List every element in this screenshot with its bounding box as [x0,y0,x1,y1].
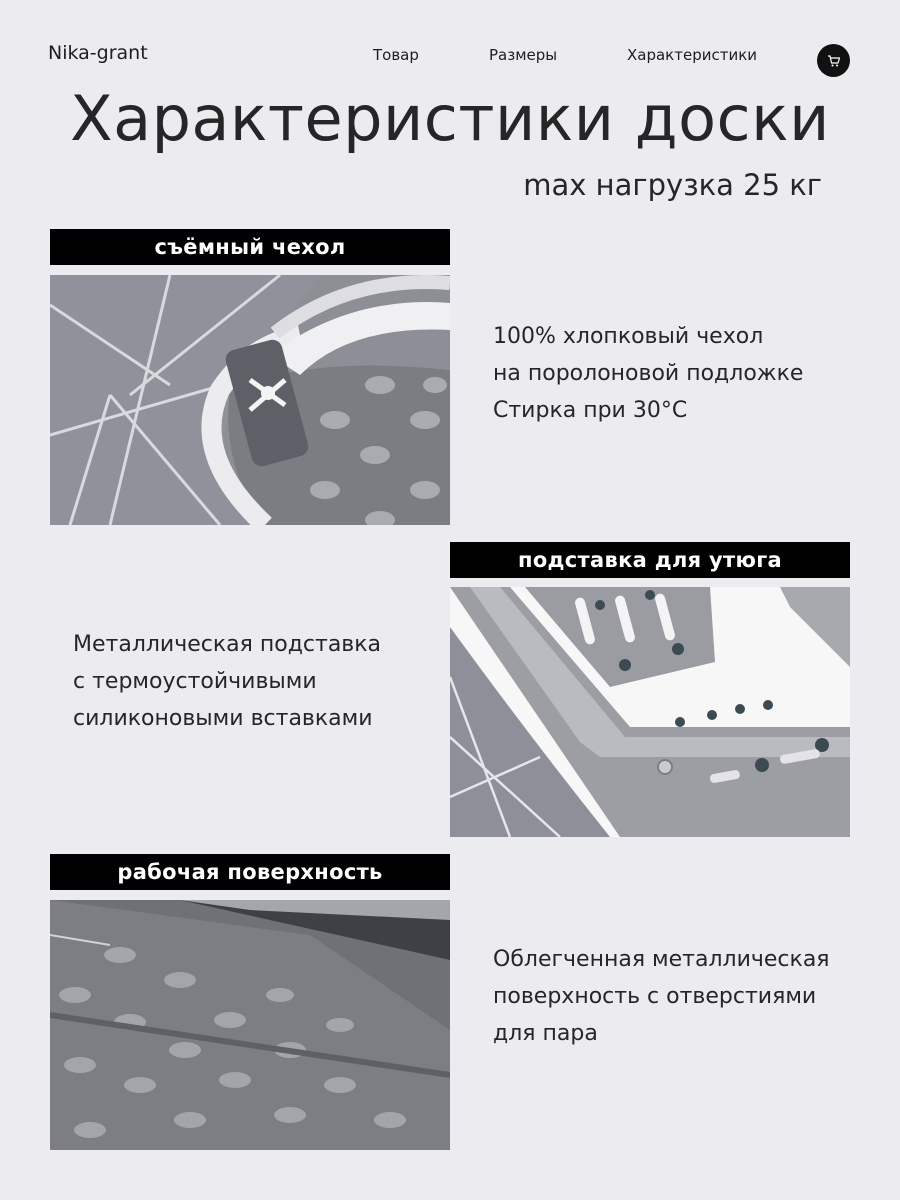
iron-rest-description-line: Металлическая подставка [73,632,382,657]
surface-description [493,941,830,1052]
page-title: Характеристики доски [70,82,830,155]
cover-description-line: Стирка при 30°C [493,398,688,423]
surface-description-line: для пара [493,1021,598,1046]
cart-icon [827,54,841,68]
cover-photo [50,275,450,525]
cover-description-line: на поролоновой подложке [493,361,804,386]
section-label-surface: рабочая поверхность [50,854,450,890]
section-label-cover: съёмный чехол [50,229,450,265]
brand-logo[interactable]: Nika-grant [48,42,148,64]
nav-item-tovar[interactable]: Товар [373,46,419,64]
section-label-iron-rest: подставка для утюга [450,542,850,578]
iron-rest-description-line: с термоустойчивыми [73,669,317,694]
surface-description-line: Облегченная металлическая [493,947,830,972]
surface-photo [50,900,450,1150]
cart-button[interactable] [817,44,850,77]
cover-description [493,318,803,429]
iron-rest-description-line: силиконовыми вставками [73,706,373,731]
nav-item-razmery[interactable]: Размеры [489,46,558,64]
nav-item-harakteristiki[interactable]: Характеристики [627,46,758,64]
iron-rest-description [73,626,381,737]
max-load-subtitle: max нагрузка 25 кг [523,168,822,202]
iron-rest-photo [450,587,850,837]
surface-description-line: поверхность с отверстиями [493,984,817,1009]
cover-description-line: 100% хлопковый чехол [493,324,764,349]
